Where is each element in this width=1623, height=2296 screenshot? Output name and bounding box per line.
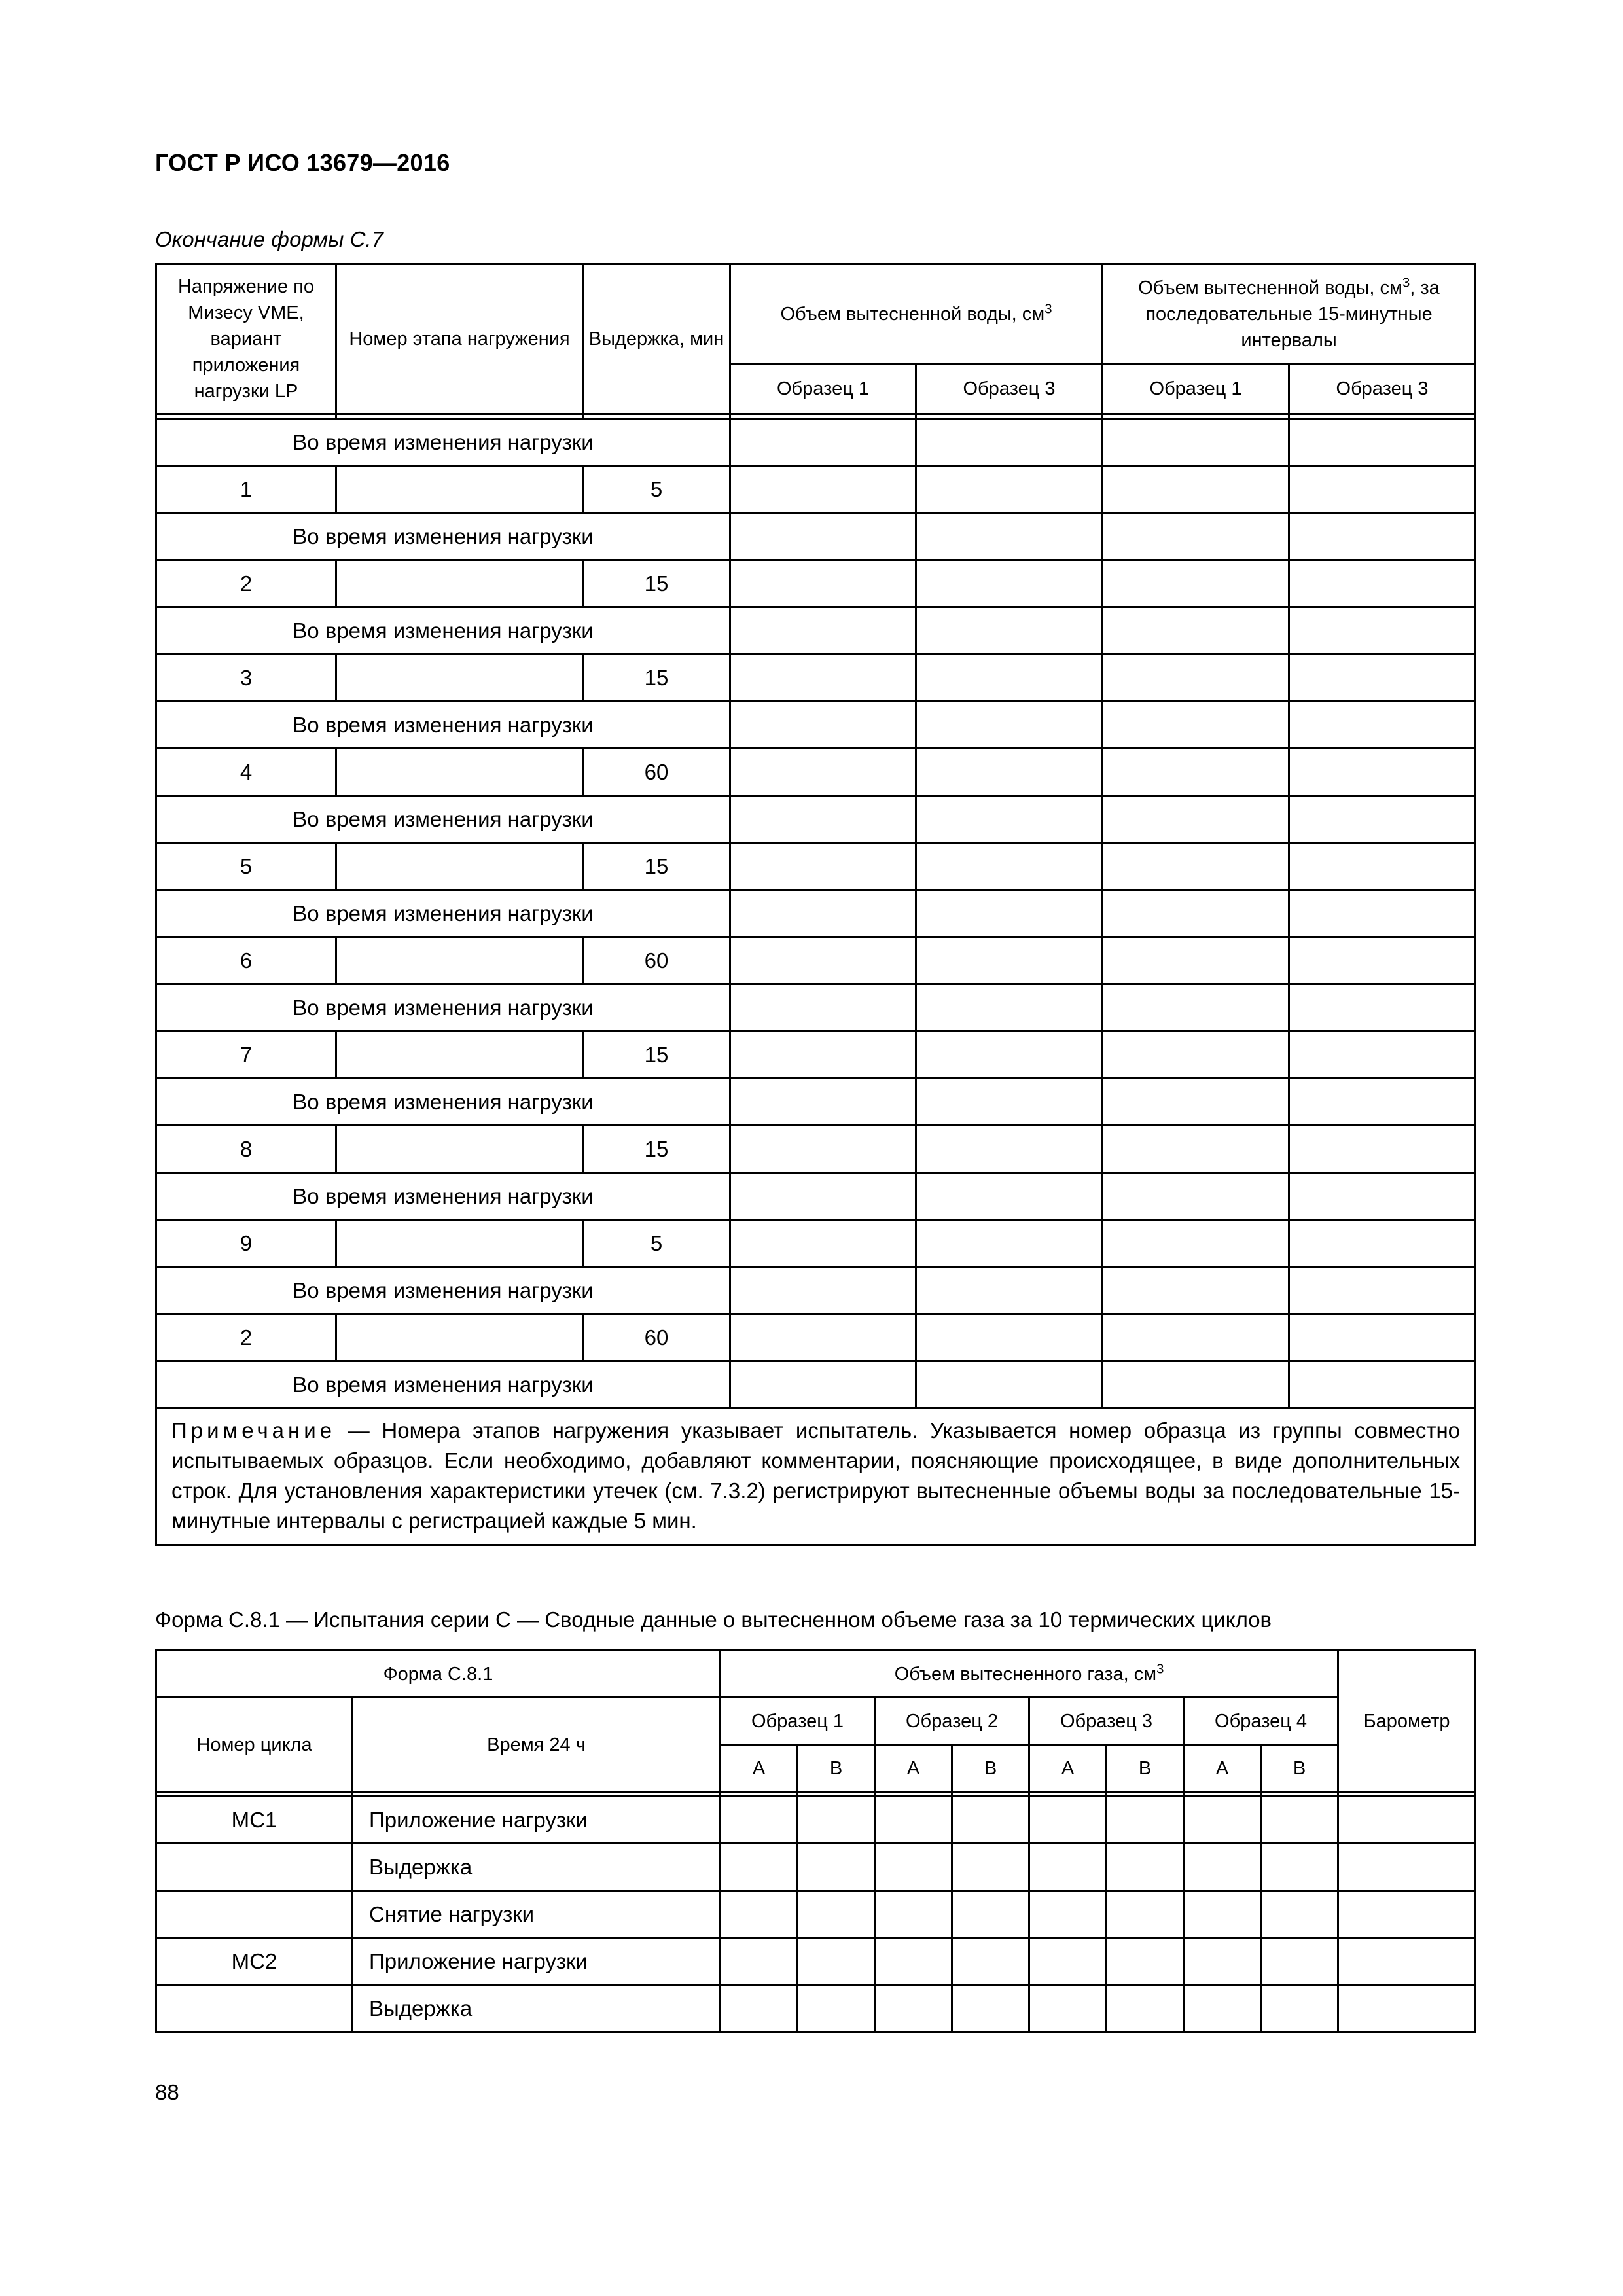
cell-sample-1 [730,984,916,1031]
cell-sample-3 [916,655,1103,702]
cell-barometer [1338,1938,1476,1985]
cell-interval-sample-1 [1103,513,1289,560]
load-change-label: Во время изменения нагрузки [156,984,730,1031]
cell-sample-3 [916,560,1103,607]
cell-hold-time: 15 [583,560,730,607]
cell-interval-sample-3 [1289,1126,1476,1173]
cell-gas-volume [1261,1844,1338,1891]
header-s4-b: B [1261,1745,1338,1792]
cell-stage-number [336,655,583,702]
load-stage-row [156,655,1476,702]
header-form-label: Форма С.8.1 [156,1651,721,1698]
cell-cycle-number [156,1985,353,2032]
load-change-row [156,890,1476,937]
cell-hold-time: 60 [583,937,730,984]
cell-cycle-number [156,1891,353,1938]
load-change-row [156,1361,1476,1408]
load-change-label: Во время изменения нагрузки [156,1173,730,1220]
cell-barometer [1338,1797,1476,1844]
cell-gas-volume [721,1938,798,1985]
cell-hold-time: 15 [583,843,730,890]
cell-stage-number [336,466,583,513]
load-change-row [156,1173,1476,1220]
cell-interval-sample-1 [1103,1361,1289,1408]
cell-sample-3 [916,937,1103,984]
form-c81-body [156,1797,1476,2032]
load-stage-row [156,560,1476,607]
cell-sample-1 [730,1126,916,1173]
cell-time: Приложение нагрузки [353,1797,721,1844]
cell-sample-1 [730,796,916,843]
cell-interval-sample-3 [1289,560,1476,607]
header-sample-1: Образец 1 [730,364,916,414]
cell-gas-volume [875,1797,952,1844]
header-sample-4: Образец 4 [1184,1698,1338,1745]
cell-sample-3 [916,419,1103,466]
cell-lp: 7 [156,1031,336,1079]
cell-gas-volume [952,1844,1029,1891]
header-sample-2: Образец 2 [875,1698,1029,1745]
cell-sample-1 [730,749,916,796]
cell-sample-1 [730,1314,916,1361]
header-sample-1: Образец 1 [721,1698,875,1745]
header-vme: Напряжение по Мизесу VME, вариант приложения нагрузки LP [156,264,336,414]
cell-sample-3 [916,843,1103,890]
cell-gas-volume [798,1844,875,1891]
header-s4-a: A [1184,1745,1261,1792]
cell-sample-3 [916,1079,1103,1126]
cell-interval-sample-3 [1289,984,1476,1031]
cell-gas-volume [721,1797,798,1844]
cell-sample-1 [730,843,916,890]
cell-sample-3 [916,1126,1103,1173]
cell-interval-sample-1 [1103,843,1289,890]
cell-sample-3 [916,890,1103,937]
load-stage-row [156,937,1476,984]
cell-gas-volume [1261,1797,1338,1844]
cell-sample-3 [916,1220,1103,1267]
header-hold-time: Выдержка, мин [583,264,730,414]
cell-sample-1 [730,513,916,560]
cell-time: Выдержка [353,1985,721,2032]
form-c81-table [155,1649,1476,2033]
cell-sample-3 [916,1314,1103,1361]
cell-gas-volume [952,1938,1029,1985]
cell-sample-1 [730,1267,916,1314]
load-stage-row [156,1220,1476,1267]
cell-gas-volume [798,1938,875,1985]
cell-stage-number [336,749,583,796]
cell-sample-3 [916,1031,1103,1079]
cell-sample-1 [730,1031,916,1079]
load-stage-row [156,1314,1476,1361]
cell-lp: 1 [156,466,336,513]
cell-sample-1 [730,419,916,466]
cell-gas-volume [798,1797,875,1844]
cell-interval-sample-3 [1289,1361,1476,1408]
cell-interval-sample-1 [1103,1031,1289,1079]
cell-interval-sample-1 [1103,984,1289,1031]
load-change-label: Во время изменения нагрузки [156,1079,730,1126]
cell-sample-1 [730,466,916,513]
form-caption: Окончание формы С.7 [155,227,383,251]
cell-interval-sample-3 [1289,1267,1476,1314]
cell-stage-number [336,1126,583,1173]
load-change-label: Во время изменения нагрузки [156,702,730,749]
load-change-row [156,984,1476,1031]
cell-interval-sample-3 [1289,1173,1476,1220]
cell-interval-sample-1 [1103,1079,1289,1126]
header-s2-a: A [875,1745,952,1792]
header-s2-b: B [952,1745,1029,1792]
cell-interval-sample-1 [1103,1314,1289,1361]
cell-gas-volume [952,1891,1029,1938]
header-barometer: Барометр [1338,1651,1476,1792]
cell-gas-volume [798,1891,875,1938]
cell-interval-sample-3 [1289,655,1476,702]
load-stage-row [156,843,1476,890]
cell-interval-sample-3 [1289,843,1476,890]
form-c81-title: Форма С.8.1 — Испытания серии С — Сводные данные о вытесненном объеме газа за 10 термических циклов [155,1607,1272,1632]
cell-gas-volume [1107,1938,1184,1985]
cell-lp: 8 [156,1126,336,1173]
cell-stage-number [336,1031,583,1079]
header-s1-a: A [721,1745,798,1792]
cell-time: Выдержка [353,1844,721,1891]
cell-lp: 9 [156,1220,336,1267]
cycle-row [156,1891,1476,1938]
page-number: 88 [155,2080,179,2104]
cycle-row [156,1938,1476,1985]
header-time: Время 24 ч [353,1698,721,1792]
header-s3-a: A [1029,1745,1107,1792]
cell-sample-3 [916,1361,1103,1408]
cell-interval-sample-1 [1103,419,1289,466]
cell-sample-1 [730,1220,916,1267]
form-c7-body [156,419,1476,1408]
cell-hold-time: 5 [583,466,730,513]
cell-interval-sample-1 [1103,702,1289,749]
cell-gas-volume [1107,1985,1184,2032]
cell-interval-sample-3 [1289,890,1476,937]
cell-interval-sample-3 [1289,1220,1476,1267]
document-title: ГОСТ Р ИСО 13679—2016 [155,149,450,176]
cell-barometer [1338,1891,1476,1938]
cell-interval-sample-3 [1289,702,1476,749]
cell-sample-3 [916,702,1103,749]
load-change-row [156,513,1476,560]
cell-hold-time: 15 [583,1031,730,1079]
load-stage-row [156,749,1476,796]
cell-gas-volume [798,1985,875,2032]
cell-gas-volume [1261,1938,1338,1985]
cell-gas-volume [952,1797,1029,1844]
cell-gas-volume [1107,1844,1184,1891]
header-sample-1-intervals: Образец 1 [1103,364,1289,414]
cell-sample-1 [730,1361,916,1408]
cell-sample-1 [730,1079,916,1126]
cell-cycle-number [156,1844,353,1891]
cell-sample-1 [730,655,916,702]
header-s1-b: B [798,1745,875,1792]
header-cycle-number: Номер цикла [156,1698,353,1792]
cycle-row [156,1985,1476,2032]
cell-gas-volume [875,1891,952,1938]
cell-gas-volume [875,1844,952,1891]
load-change-row [156,607,1476,655]
load-change-label: Во время изменения нагрузки [156,1267,730,1314]
load-change-row [156,419,1476,466]
cell-gas-volume [1107,1797,1184,1844]
cell-interval-sample-1 [1103,937,1289,984]
cell-time: Приложение нагрузки [353,1938,721,1985]
cycle-row [156,1797,1476,1844]
cell-interval-sample-3 [1289,1079,1476,1126]
cell-lp: 3 [156,655,336,702]
cell-interval-sample-1 [1103,1220,1289,1267]
cell-hold-time: 60 [583,749,730,796]
cell-hold-time: 15 [583,655,730,702]
cell-stage-number [336,560,583,607]
load-change-label: Во время изменения нагрузки [156,1361,730,1408]
cell-sample-3 [916,749,1103,796]
cell-gas-volume [1184,1891,1261,1938]
cell-gas-volume [1029,1938,1107,1985]
load-change-label: Во время изменения нагрузки [156,607,730,655]
header-sample-3: Образец 3 [1029,1698,1184,1745]
cell-sample-3 [916,513,1103,560]
cell-lp: 2 [156,560,336,607]
cell-interval-sample-1 [1103,1173,1289,1220]
cell-barometer [1338,1844,1476,1891]
cell-sample-3 [916,796,1103,843]
cell-sample-3 [916,466,1103,513]
header-stage-number: Номер этапа нагружения [336,264,583,414]
header-s3-b: B [1107,1745,1184,1792]
cell-gas-volume [1184,1797,1261,1844]
table-note [156,1408,1476,1545]
load-change-row [156,1267,1476,1314]
cell-interval-sample-3 [1289,1314,1476,1361]
load-change-row [156,702,1476,749]
load-stage-row [156,466,1476,513]
cell-interval-sample-1 [1103,1267,1289,1314]
cell-barometer [1338,1985,1476,2032]
cell-lp: 5 [156,843,336,890]
cell-stage-number [336,1220,583,1267]
cell-hold-time: 60 [583,1314,730,1361]
cell-interval-sample-1 [1103,560,1289,607]
header-displaced-water-intervals: Объем вытесненной воды, $см^3$, за последовательные 15-минутные интервалы [1103,264,1476,364]
cell-sample-3 [916,607,1103,655]
cell-gas-volume [1107,1891,1184,1938]
cell-interval-sample-3 [1289,513,1476,560]
cell-sample-1 [730,937,916,984]
cell-gas-volume [721,1985,798,2032]
cell-interval-sample-3 [1289,1031,1476,1079]
cell-gas-volume [1261,1891,1338,1938]
cell-gas-volume [875,1985,952,2032]
cell-interval-sample-3 [1289,419,1476,466]
cell-interval-sample-1 [1103,607,1289,655]
header-displaced-water: Объем вытесненной воды, $см^3$ [730,264,1103,364]
cell-hold-time: 15 [583,1126,730,1173]
cell-interval-sample-3 [1289,466,1476,513]
cell-lp: 4 [156,749,336,796]
load-stage-row [156,1126,1476,1173]
cell-interval-sample-1 [1103,1126,1289,1173]
cell-interval-sample-1 [1103,466,1289,513]
cycle-row [156,1844,1476,1891]
cell-sample-3 [916,1173,1103,1220]
cell-gas-volume [721,1891,798,1938]
cell-sample-1 [730,560,916,607]
load-change-label: Во время изменения нагрузки [156,796,730,843]
cell-lp: 6 [156,937,336,984]
cell-sample-1 [730,702,916,749]
cell-sample-1 [730,1173,916,1220]
header-sample-3: Образец 3 [916,364,1103,414]
form-c7-table [155,263,1476,1546]
cell-interval-sample-3 [1289,796,1476,843]
note-text: — Номера этапов нагружения указывает испытатель. Указывается номер образца из группы совместно испытываемых образцов. Если необходимо, добавляют комментарии, поясняющие происходящее, в виде дополнительных строк. Для установления характеристики утечек (см. 7.3.2) регистрируют вытесненные объемы воды за последовательные 15-минутные интервалы с регистрацией каждые 5 мин. [171,1418,1461,1533]
cell-sample-1 [730,607,916,655]
cell-interval-sample-3 [1289,749,1476,796]
load-change-label: Во время изменения нагрузки [156,419,730,466]
note-label: Примечание [171,1418,336,1443]
cell-gas-volume [875,1938,952,1985]
cell-stage-number [336,937,583,984]
cell-gas-volume [1184,1844,1261,1891]
load-change-row [156,1079,1476,1126]
cell-interval-sample-1 [1103,655,1289,702]
cell-stage-number [336,1314,583,1361]
cell-time: Снятие нагрузки [353,1891,721,1938]
cell-hold-time: 5 [583,1220,730,1267]
cell-gas-volume [721,1844,798,1891]
load-stage-row [156,1031,1476,1079]
cell-gas-volume [1029,1891,1107,1938]
cell-cycle-number: МС1 [156,1797,353,1844]
cell-stage-number [336,843,583,890]
load-change-label: Во время изменения нагрузки [156,513,730,560]
load-change-row [156,796,1476,843]
cell-gas-volume [1261,1985,1338,2032]
cell-sample-3 [916,1267,1103,1314]
cell-cycle-number: МС2 [156,1938,353,1985]
cell-gas-volume [1029,1844,1107,1891]
cell-sample-1 [730,890,916,937]
cell-gas-volume [952,1985,1029,2032]
load-change-label: Во время изменения нагрузки [156,890,730,937]
cell-gas-volume [1029,1797,1107,1844]
cell-interval-sample-1 [1103,749,1289,796]
cell-interval-sample-3 [1289,937,1476,984]
cell-interval-sample-1 [1103,796,1289,843]
cell-interval-sample-3 [1289,607,1476,655]
cell-interval-sample-1 [1103,890,1289,937]
cell-gas-volume [1184,1938,1261,1985]
header-sample-3-intervals: Образец 3 [1289,364,1476,414]
header-gas-volume: Объем вытесненного газа, $см^3$ [721,1651,1338,1698]
cell-lp: 2 [156,1314,336,1361]
cell-gas-volume [1184,1985,1261,2032]
cell-sample-3 [916,984,1103,1031]
cell-gas-volume [1029,1985,1107,2032]
